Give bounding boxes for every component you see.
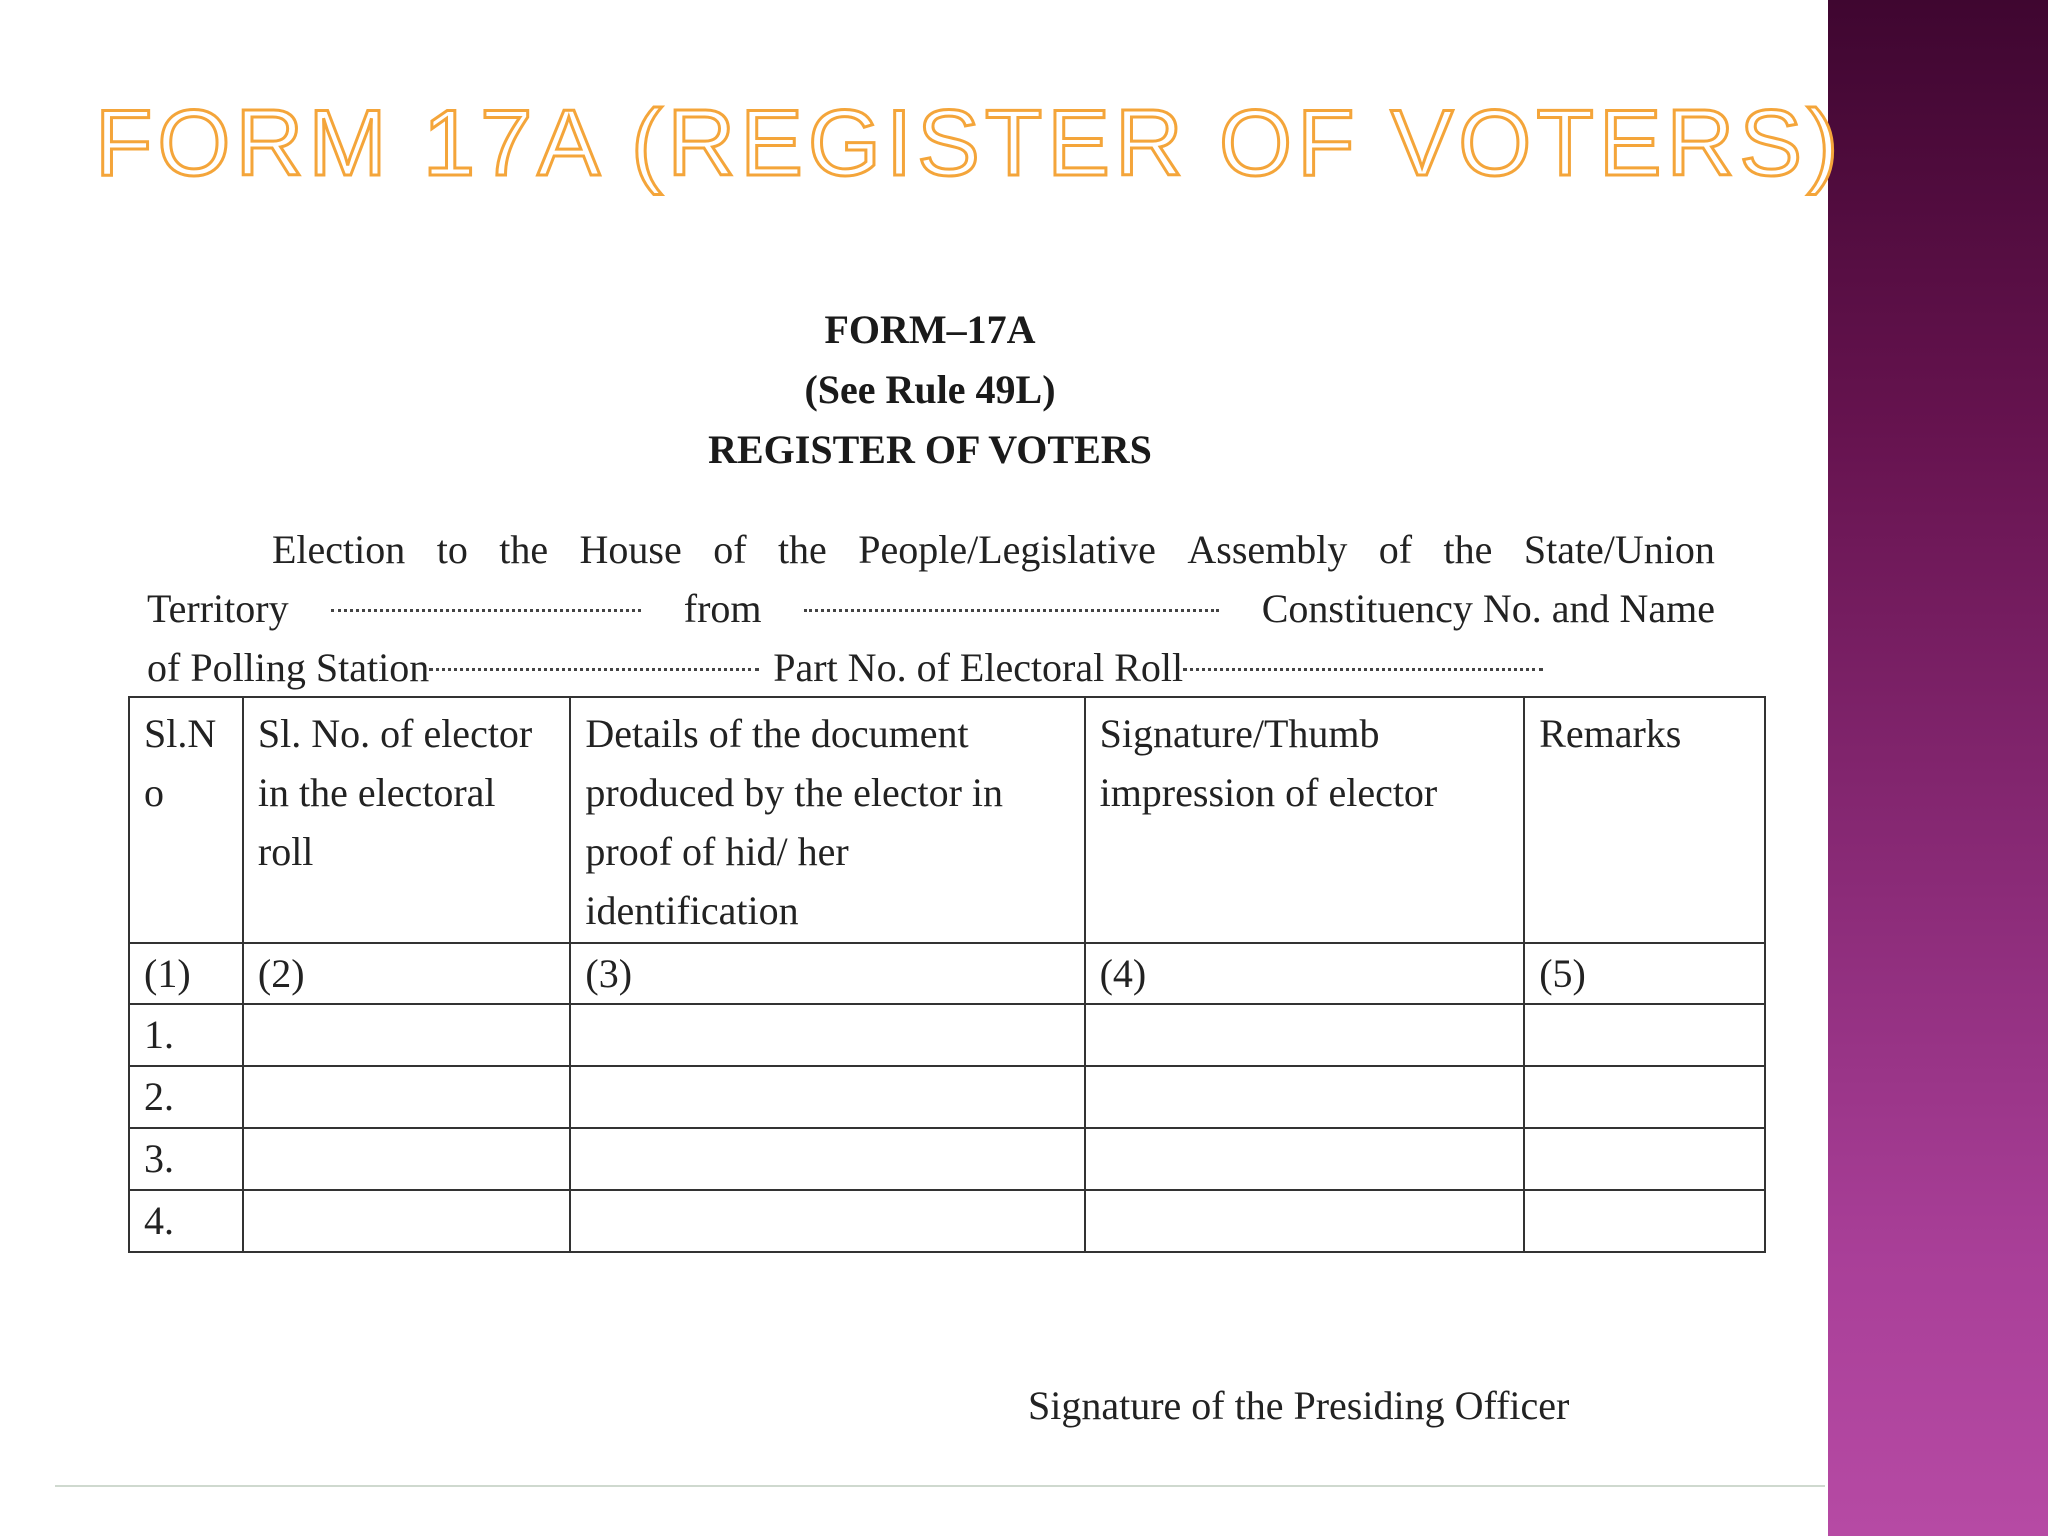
table-row [129,1190,1765,1252]
elector-roll-cell[interactable] [243,1066,571,1128]
column-number: (2) [243,943,571,1004]
territory-blank[interactable] [331,579,641,612]
column-number-row [129,943,1765,1004]
row-serial: 2. [129,1066,243,1128]
signature-cell[interactable] [1085,1128,1525,1190]
elector-roll-cell[interactable] [243,1128,571,1190]
document-details-cell[interactable] [570,1004,1084,1066]
intro-word: of [713,527,747,572]
table-header-row [129,697,1765,943]
election-details-paragraph [147,520,1715,697]
column-number: (3) [570,943,1084,1004]
slide-title: FORM 17A (REGISTER OF VOTERS) [95,90,1844,195]
form-heading [630,300,1230,480]
row-serial: 3. [129,1128,243,1190]
part-no-blank[interactable] [1183,638,1543,671]
document-details-cell[interactable] [570,1128,1084,1190]
from-label: from [683,586,762,631]
presiding-officer-signature-label: Signature of the Presiding Officer [1028,1383,1570,1428]
slide-bottom-divider [55,1485,1825,1487]
column-number: (4) [1085,943,1525,1004]
register-table [128,696,1766,1253]
column-number: (1) [129,943,243,1004]
form-number: FORM–17A [824,307,1036,352]
remarks-cell[interactable] [1524,1190,1765,1252]
constituency-blank[interactable] [804,579,1219,612]
document-details-cell[interactable] [570,1066,1084,1128]
intro-word: the [1443,527,1493,572]
intro-word: People/Legislative [858,527,1156,572]
intro-word: State/Union [1523,527,1715,572]
territory-label: Territory [147,586,289,631]
signature-cell[interactable] [1085,1066,1525,1128]
form-register-title: REGISTER OF VOTERS [708,427,1152,472]
row-serial: 1. [129,1004,243,1066]
elector-roll-cell[interactable] [243,1004,571,1066]
intro-line-3 [147,638,1715,697]
intro-word: House [579,527,682,572]
table-row [129,1004,1765,1066]
polling-station-label: of Polling Station [147,645,430,690]
part-no-label: Part No. of Electoral Roll [773,645,1184,690]
intro-word: of [1378,527,1413,572]
remarks-cell[interactable] [1524,1128,1765,1190]
intro-word: the [499,527,549,572]
header-elector-roll-number: Sl. No. of elector in the electoral roll [243,697,571,943]
column-number: (5) [1524,943,1765,1004]
table-row [129,1066,1765,1128]
form-rule-reference: (See Rule 49L) [804,367,1056,412]
polling-station-blank[interactable] [429,638,759,671]
intro-word: Assembly [1187,527,1348,572]
signature-cell[interactable] [1085,1004,1525,1066]
header-document-details: Details of the document produced by the elector in proof of hid/ her identification [570,697,1084,943]
intro-line-1 [147,520,1715,579]
table-row [129,1128,1765,1190]
document-details-cell[interactable] [570,1190,1084,1252]
intro-word: Election [272,527,406,572]
signature-cell[interactable] [1085,1190,1525,1252]
header-remarks: Remarks [1524,697,1765,943]
elector-roll-cell[interactable] [243,1190,571,1252]
intro-line-2 [147,579,1715,638]
header-signature-thumb: Signature/Thumb impression of elector [1085,697,1525,943]
remarks-cell[interactable] [1524,1066,1765,1128]
header-sl-no: Sl.No [129,697,243,943]
intro-word: the [777,527,827,572]
constituency-label: Constituency No. and Name [1261,586,1715,631]
row-serial: 4. [129,1190,243,1252]
decorative-side-bar [1828,0,2048,1536]
remarks-cell[interactable] [1524,1004,1765,1066]
intro-word: to [436,527,468,572]
